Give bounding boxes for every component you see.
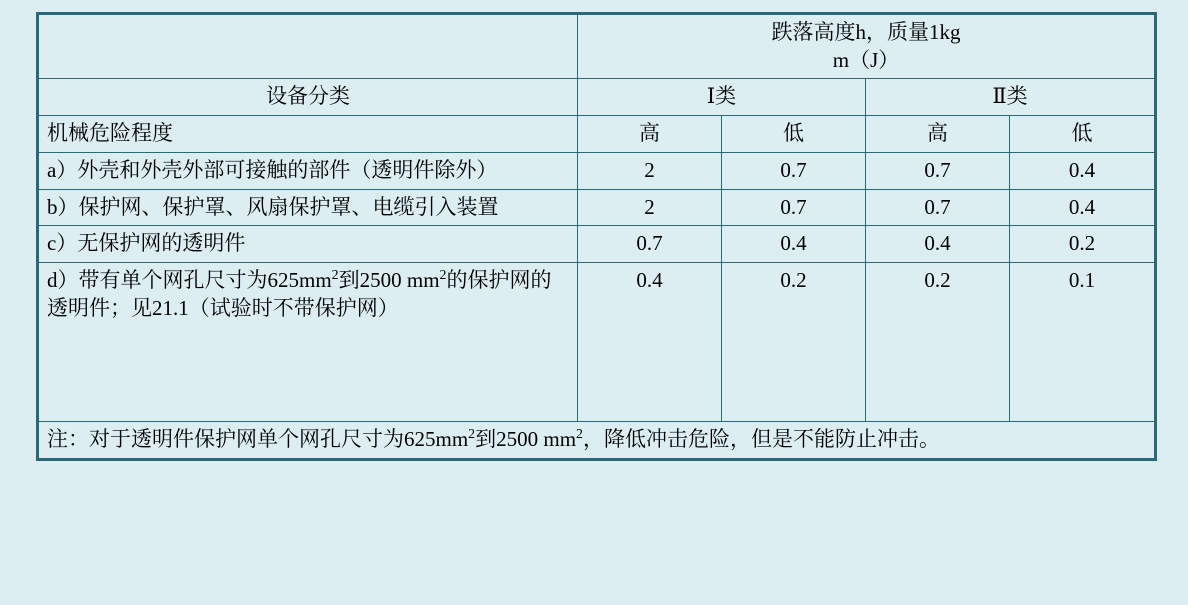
row-c-value-4: 0.2	[1010, 226, 1156, 263]
header-risk-label: 机械危险程度	[38, 116, 578, 153]
row-a-value-2: 0.7	[722, 152, 866, 189]
row-label-b: b）保护网、保护罩、风扇保护罩、电缆引入装置	[38, 189, 578, 226]
table-header-row-risk	[38, 116, 1156, 153]
table-header-row-category	[38, 79, 1156, 116]
header-category-label: 设备分类	[38, 79, 578, 116]
header-drop-height-line1: 跌落高度h，质量1kg	[771, 20, 961, 44]
table-row	[38, 226, 1156, 263]
impact-energy-table	[36, 12, 1157, 461]
table-header-row-top	[38, 14, 1156, 79]
row-label-d-part1: d）带有单个网孔尺寸为625mm	[47, 268, 332, 293]
row-d-value-2: 0.2	[722, 263, 866, 422]
note-sup2: 2	[576, 426, 583, 442]
note-part2: 到2500 mm	[475, 427, 577, 452]
row-label-a: a）外壳和外壳外部可接触的部件（透明件除外）	[38, 152, 578, 189]
row-label-d-part3: 的保护网的透明件；见21.1（试验时不带保护网）	[47, 268, 552, 320]
row-label-c: c）无保护网的透明件	[38, 226, 578, 263]
row-d-value-3: 0.2	[866, 263, 1010, 422]
row-d-value-4: 0.1	[1010, 263, 1156, 422]
row-label-d-part2: 到2500 mm	[338, 268, 440, 293]
row-c-value-3: 0.4	[866, 226, 1010, 263]
header-level-high-1: 高	[578, 116, 722, 153]
header-class-2: Ⅱ类	[866, 79, 1156, 116]
table-row	[38, 263, 1156, 422]
row-b-value-1: 2	[578, 189, 722, 226]
row-label-d-sup1: 2	[331, 267, 339, 283]
header-level-low-1: 低	[722, 116, 866, 153]
row-b-value-4: 0.4	[1010, 189, 1156, 226]
row-d-value-1: 0.4	[578, 263, 722, 422]
table-row	[38, 189, 1156, 226]
row-a-value-4: 0.4	[1010, 152, 1156, 189]
header-blank-cell	[38, 14, 578, 79]
note-sup1: 2	[468, 426, 476, 442]
header-level-low-2: 低	[1010, 116, 1156, 153]
header-drop-height-line2: m（J）	[832, 47, 900, 72]
row-c-value-2: 0.4	[722, 226, 866, 263]
header-class-1: Ⅰ类	[578, 79, 866, 116]
row-a-value-3: 0.7	[866, 152, 1010, 189]
table-note	[38, 422, 1156, 460]
table-note-row	[38, 422, 1156, 460]
note-part1: 注：对于透明件保护网单个网孔尺寸为625mm	[47, 427, 469, 452]
header-drop-height-cell	[578, 14, 1156, 79]
table-row	[38, 152, 1156, 189]
row-a-value-1: 2	[578, 152, 722, 189]
note-part3: ，降低冲击危险，但是不能防止冲击。	[582, 427, 940, 452]
header-level-high-2: 高	[866, 116, 1010, 153]
row-label-d-sup2: 2	[439, 267, 447, 283]
row-label-d	[38, 263, 578, 422]
row-b-value-3: 0.7	[866, 189, 1010, 226]
row-c-value-1: 0.7	[578, 226, 722, 263]
row-b-value-2: 0.7	[722, 189, 866, 226]
